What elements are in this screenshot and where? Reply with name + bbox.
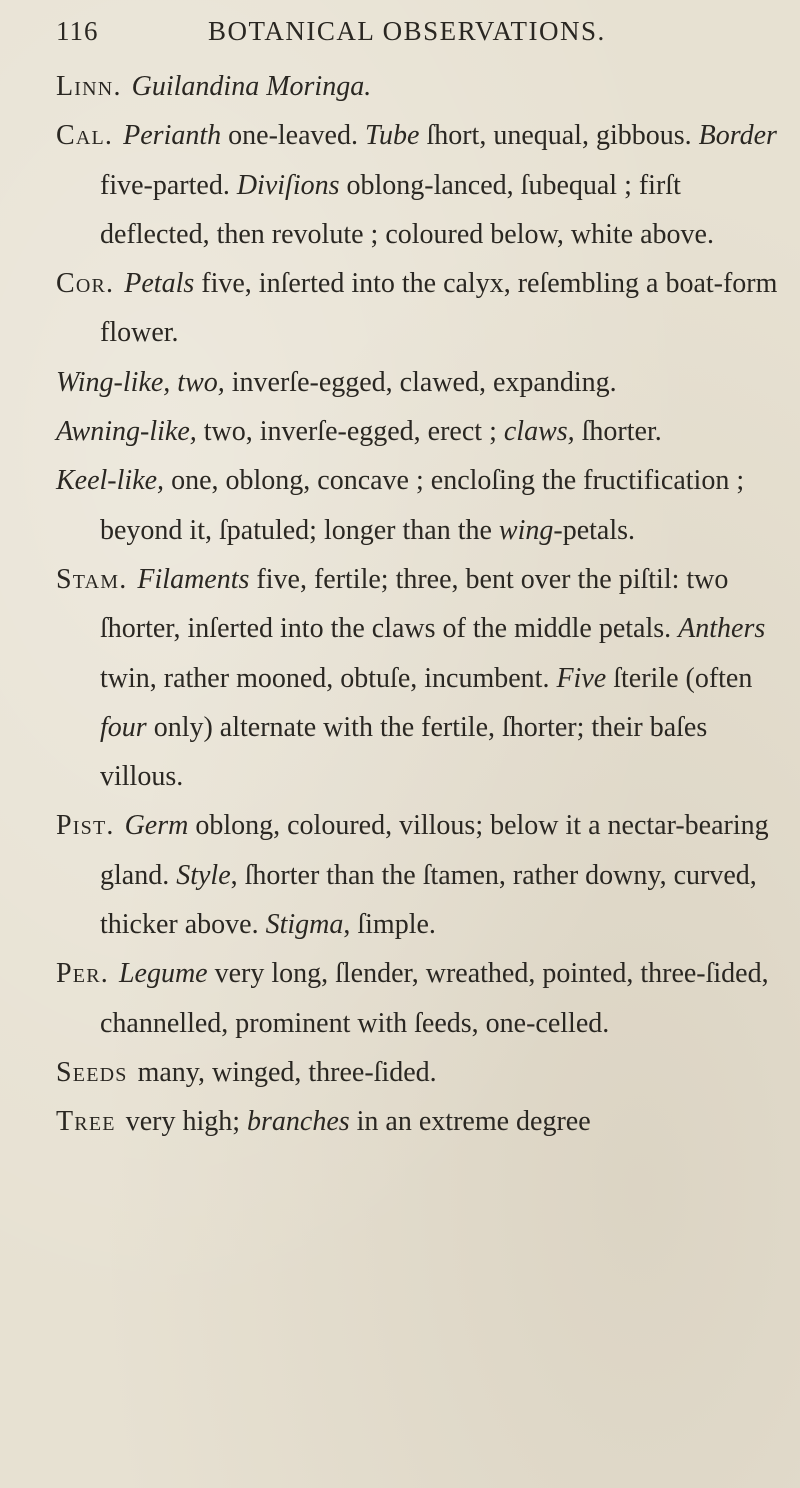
description-entry xyxy=(56,801,786,949)
description-entry xyxy=(56,1097,786,1146)
page-number: 116 xyxy=(56,16,99,46)
entry-label: Pist. xyxy=(56,810,115,842)
entry-label: Cor. xyxy=(56,268,115,300)
italic-term: Germ xyxy=(124,810,189,842)
entry-text: five, inſerted into the calyx, reſembling a boat-form flower. xyxy=(100,268,778,349)
italic-term: wing xyxy=(498,514,554,546)
entry-label: Tree xyxy=(56,1106,116,1138)
italic-term: Wing-like, xyxy=(56,366,171,398)
description-entry xyxy=(56,407,786,456)
italic-term: Perianth xyxy=(123,120,222,152)
italic-term: Keel-like, xyxy=(56,465,165,497)
italic-term: Anthers xyxy=(678,613,766,645)
italic-term: branches xyxy=(247,1106,350,1138)
italic-term: Style xyxy=(176,859,231,891)
description-entry xyxy=(56,949,786,1048)
entry-label: Stam. xyxy=(56,563,128,595)
italic-term: Five xyxy=(556,662,607,694)
italic-term: four xyxy=(100,711,147,743)
italic-term: Diviſions xyxy=(236,169,340,201)
running-head xyxy=(56,12,756,52)
italic-term: Filaments xyxy=(137,563,250,595)
entry-label: Per. xyxy=(56,958,109,990)
entry-text: inverſe-egged, clawed, expanding. xyxy=(224,366,617,398)
italic-term: claws, xyxy=(503,416,575,448)
entry-text: five-parted. xyxy=(100,169,237,201)
description-entry xyxy=(56,62,786,111)
description-entry xyxy=(56,259,786,358)
italic-term: Awning-like, xyxy=(56,416,197,448)
entry-text: two, inverſe-egged, erect ; xyxy=(196,416,504,448)
entry-text: only) alternate with the fertile, ſhorter; their baſes villous. xyxy=(100,711,708,793)
entry-label: Cal. xyxy=(56,120,114,152)
entry-text: twin, rather mooned, obtuſe, incumbent. xyxy=(100,662,557,694)
entry-text: ſhorter. xyxy=(574,416,662,448)
entry-text: ſhort, unequal, gibbous. xyxy=(419,120,699,152)
description-entry xyxy=(56,1048,786,1097)
entry-label: Linn. xyxy=(56,71,122,102)
entry-text: ſterile (often xyxy=(606,662,753,694)
entry-text: one-leaved. xyxy=(221,120,365,152)
running-title: BOTANICAL OBSERVATIONS. xyxy=(208,16,606,46)
italic-term: Guilandina Moringa. xyxy=(131,71,372,102)
description-entry xyxy=(56,456,786,555)
entry-text: , ſimple. xyxy=(343,909,436,941)
italic-term: Border xyxy=(698,120,777,152)
entry-text: many, winged, three-ſided. xyxy=(137,1056,437,1088)
italic-term: Legume xyxy=(118,958,208,990)
description-entry xyxy=(56,111,786,259)
entry-text: , ſhorter than the ſtamen, rather downy, curved, thicker above. xyxy=(100,859,757,941)
description-entry xyxy=(56,358,786,407)
entry-text: oblong, coloured, villous; below it a nectar-bearing gland. xyxy=(100,810,769,891)
italic-term: two, xyxy=(177,366,225,398)
body-text xyxy=(56,62,786,1147)
entry-label: Seeds xyxy=(56,1056,128,1088)
entry-text: five, fertile; three, bent over the piſtil: two ſhorter, inſerted into the claws of the middle petals. xyxy=(100,563,729,645)
entry-text: -petals. xyxy=(553,514,636,546)
entry-text: very long, ſlender, wreathed, pointed, three-ſided, channelled, prominent with ſeeds, one-celled. xyxy=(100,958,769,1039)
italic-term: Tube xyxy=(364,120,420,152)
italic-term: Stigma xyxy=(265,909,344,941)
entry-text: in an extreme degree xyxy=(349,1106,591,1138)
description-entry xyxy=(56,555,786,801)
italic-term: Petals xyxy=(124,268,195,300)
entry-text: oblong-lanced, ſubequal ; firſt deflected, then revolute ; coloured below, white above. xyxy=(100,169,714,250)
entry-text: very high; xyxy=(125,1106,247,1138)
entry-text: one, oblong, concave ; encloſing the fructification ; beyond it, ſpatuled; longer than the xyxy=(100,465,745,546)
